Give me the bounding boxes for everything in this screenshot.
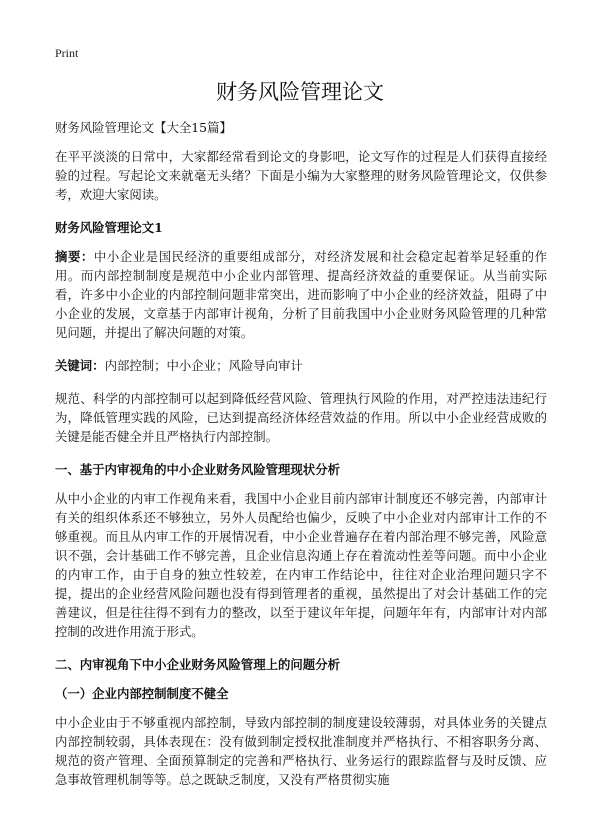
keywords-label: 关键词：: [55, 358, 105, 373]
abstract-label: 摘要：: [55, 249, 94, 264]
body-paragraph-3: 中小企业由于不够重视内部控制，导致内部控制的制度建设较薄弱，对具体业务的关键点内部控制较弱，具体表现在：没有做到制定授权批准制度并严格执行、不相容职务分离、规范的资产管理、全面预算制定的完善和严格执行、业务运行的跟踪监督与及时反馈、应急事故管理机制等等。总之既缺乏制度，又没有严格贯彻实施: [55, 715, 547, 787]
keywords-text: 内部控制；中小企业；风险导向审计: [104, 358, 303, 373]
heading-part-two-sub: （一）企业内部控制制度不健全: [55, 686, 229, 701]
abstract-text: 中小企业是国民经济的重要组成部分，对经济发展和社会稳定起着举足轻重的作用。而内部控制制度是规范中小企业内部管理、提高经济效益的重要保证。从当前实际看，许多中小企业的内部控制问题非常突出，进而影响了中小企业的经济效益，阻碍了中小企业的发展，文章基于内部审计视角，分析了目前我国中小企业财务风险管理的几种常见问题，并提出了解决问题的对策。: [55, 249, 548, 340]
keywords-paragraph: [55, 356, 547, 375]
abstract-paragraph: [55, 247, 547, 342]
body-paragraph-2: 从中小企业的内审工作视角来看，我国中小企业目前内部审计制度还不够完善，内部审计有关的组织体系还不够独立，另外人员配给也偏少，反映了中小企业对内部审计工作的不够重视。而且从内审工作的开展情况看，中小企业普遍存在着内部治理不够完善，风险意识不强，会计基础工作不够完善，且企业信息沟通上存在着流动性差等问题。而中小企业的内审工作，由于自身的独立性较差，在内审工作结论中，往往对企业治理问题只字不提，提出的企业经营风险问题也没有得到管理者的重视，虽然提出了对会计基础工作的完善建议，但是往往得不到有力的整改，以至于建议年年提，问题年年有，内部审计对内部控制的改进作用流于形式。: [55, 491, 547, 639]
document-subtitle: 财务风险管理论文【大全15篇】: [55, 120, 232, 135]
section-heading-1: 财务风险管理论文1: [55, 220, 163, 235]
heading-part-one: 一、基于内审视角的中小企业财务风险管理现状分析: [55, 462, 340, 477]
heading-part-two: 二、内审视角下中小企业财务风险管理上的问题分析: [55, 657, 340, 672]
body-paragraph-1: 规范、科学的内部控制可以起到降低经营风险、管理执行风险的作用，对严控违法违纪行为，降低管理实践的风险，已达到提高经济体经营效益的作用。所以中小企业经营成败的关键是能否健全并且严格执行内部控制。: [55, 391, 547, 444]
document-body: [55, 118, 547, 803]
print-label: Print: [55, 46, 79, 60]
intro-paragraph: 在平平淡淡的日常中，大家都经常看到论文的身影吧，论文写作的过程是人们获得直接经验的过程。写起论文来就毫无头绪？下面是小编为大家整理的财务风险管理论文，仅供参考，欢迎大家阅读。: [55, 149, 547, 202]
document-title: 财务风险管理论文: [216, 80, 384, 104]
